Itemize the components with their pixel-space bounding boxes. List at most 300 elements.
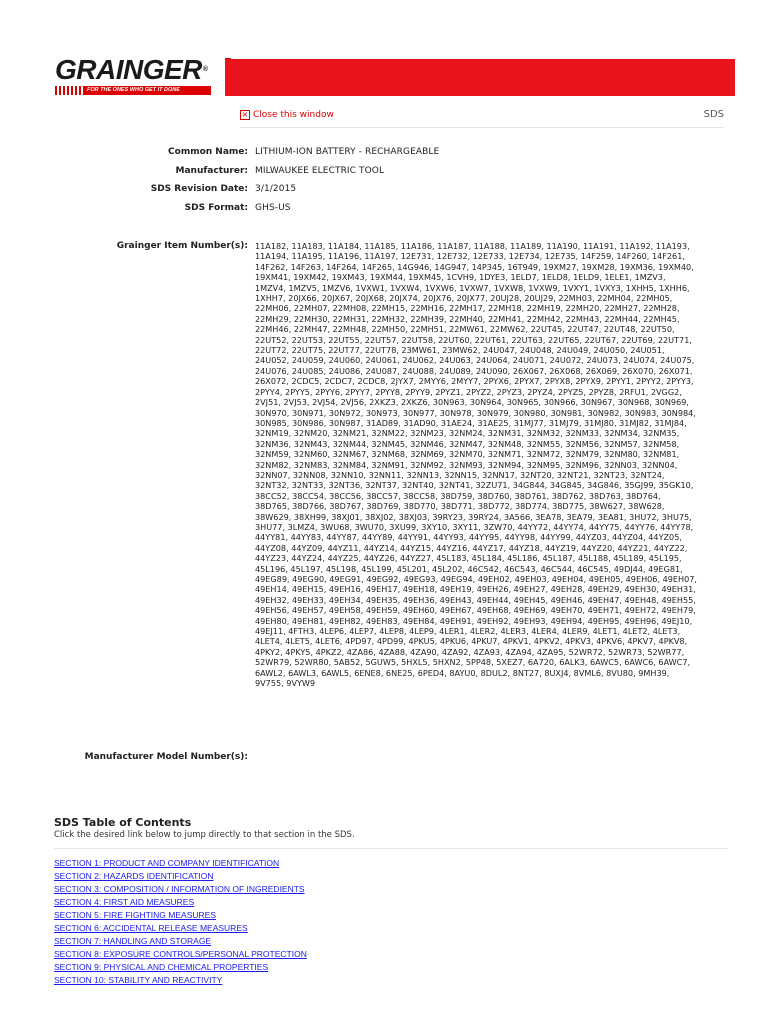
item-number: 11A187, (437, 241, 472, 251)
item-number: 19XM28, (581, 261, 618, 272)
item-number: 44YZ18, (508, 542, 543, 553)
item-number: 32NM22, (371, 428, 408, 439)
toc-divider (54, 848, 728, 849)
item-number: 22UT48, (603, 324, 638, 335)
item-number: 4LET5, (285, 636, 313, 647)
item-number: 4LET2, (622, 626, 651, 637)
item-number: 44YZ11, (327, 542, 362, 553)
item-number: 2RFU1, (619, 386, 649, 397)
grainger-logo[interactable] (55, 56, 225, 95)
item-number: 49EH34, (328, 594, 364, 605)
item-number: 11A194, (255, 251, 289, 262)
item-number: 44YZ23, (255, 553, 289, 564)
item-number: 9MH39, (638, 667, 670, 678)
item-number: 24U063, (439, 355, 474, 366)
item-number: 1VXW1, (355, 282, 388, 293)
item-number: 5XEZ7, (496, 657, 526, 668)
item-number: 32NN13, (406, 469, 442, 480)
item-number: 4LET3, (652, 626, 681, 637)
item-number: 22MW62, (489, 324, 529, 335)
item-number: 2PYZ4, (527, 386, 556, 397)
item-number: 2PYZ3, (496, 386, 525, 397)
item-number: 22MH50, (371, 324, 408, 335)
header-red-strip (225, 92, 735, 96)
item-number: 14P345, (471, 261, 505, 272)
item-number: 30N982, (587, 407, 622, 418)
item-number: 2PYZ5, (557, 386, 586, 397)
toc-link-section-8[interactable]: SECTION 8: EXPOSURE CONTROLS/PERSONAL PROTECTION (54, 949, 307, 959)
item-number: 22UT55, (328, 334, 363, 345)
item-number: 30N979, (476, 407, 512, 418)
item-number: 38D771, (440, 501, 476, 512)
item-number: 22MH19, (526, 303, 564, 314)
item-number: 52WR73, (607, 646, 645, 657)
item-number: 1XHH6, (658, 282, 690, 293)
item-number: 3EA78, (535, 511, 564, 522)
item-number: 11A193, (655, 241, 690, 251)
item-number: 32NM55, (526, 438, 563, 449)
toc-link-section-5[interactable]: SECTION 5: FIRE FIGHTING MEASURES (54, 910, 216, 920)
item-number: 49EH83, (365, 615, 401, 626)
item-number: 4ZA88, (378, 646, 408, 657)
item-number: 32NM58, (642, 438, 680, 449)
item-number: 8VU80, (606, 667, 636, 678)
toc-section-list (54, 857, 307, 987)
item-number: 4ZA90, (410, 646, 440, 657)
item-number: 32NN11, (368, 469, 404, 480)
item-number: 4PKV8, (658, 636, 688, 647)
item-number: 44YZ25, (327, 553, 362, 564)
item-number: 38CC54, (292, 490, 327, 501)
item-number: 49EH70, (550, 605, 585, 616)
item-number: 44YY75, (588, 521, 622, 532)
toc-item (54, 948, 307, 961)
item-number: 32NM84, (332, 459, 369, 470)
item-number: 32NM67, (332, 449, 369, 460)
item-number: 32NM34, (604, 428, 641, 439)
item-number: 22MW61, (449, 324, 488, 335)
item-number: 32NM71, (487, 449, 524, 460)
item-number: 4LEP8, (379, 626, 407, 637)
close-window-link[interactable]: Close this window (253, 110, 334, 120)
item-number: 32NM45, (371, 438, 408, 449)
item-number: 22MH30, (293, 313, 331, 324)
item-number: 32NN08, (292, 469, 329, 480)
item-number: 1MZV5, (288, 282, 320, 293)
item-number: 44YZ14, (363, 542, 398, 553)
toc-link-section-10[interactable]: SECTION 10: STABILITY AND REACTIVITY (54, 975, 223, 985)
item-number: 19XM40, (658, 261, 694, 272)
common-name-label: Common Name: (168, 147, 248, 157)
item-number: 49EG91, (329, 574, 364, 584)
item-number: 34G846, (587, 480, 622, 491)
item-number: 44YY89, (361, 532, 395, 543)
item-number: 31AD90, (403, 417, 439, 428)
item-number: 49EH68, (476, 605, 512, 616)
item-number: 22UT72, (255, 345, 290, 356)
logo-wordmark: GRAINGER (55, 54, 202, 85)
item-number: 31MJ82, (619, 417, 652, 428)
item-number: 20JX77, (456, 293, 488, 304)
item-number: 24U089, (439, 365, 474, 376)
item-number: 49EH33, (291, 594, 327, 605)
item-number: 44YZ20, (581, 542, 615, 553)
item-number: 12E731, (400, 251, 435, 262)
item-number: 3WU68, (320, 521, 353, 532)
item-number: 8UXJ4, (544, 667, 572, 678)
toc-item (54, 974, 307, 987)
item-number: 38D759, (440, 490, 475, 501)
item-number: 11A197, (364, 251, 399, 262)
item-number: 11A192, (619, 241, 654, 251)
item-number: 20JX67, (321, 293, 353, 304)
item-number: 32NM70, (448, 449, 486, 460)
item-number: 49EH93, (513, 615, 549, 626)
item-number: 3XY11, (452, 521, 481, 532)
item-number: 1VXW9, (528, 282, 561, 293)
item-number: 32NM91, (371, 459, 408, 470)
item-number: 12E735, (544, 251, 579, 262)
item-number: 32NM94, (487, 459, 524, 470)
close-window-row[interactable] (240, 110, 334, 121)
item-number: 1VXW6, (424, 282, 457, 293)
item-number: 49EJ11, (255, 626, 286, 637)
item-number: 38D765, (255, 501, 290, 512)
item-number: 2CDC8, (357, 376, 388, 387)
item-number: 39RY24, (468, 511, 502, 522)
item-number: 23MW61, (401, 345, 440, 356)
item-number: 44YZ16, (436, 542, 470, 553)
item-number: 4LET1, (592, 626, 621, 637)
item-number: 3LMZ4, (287, 521, 318, 532)
item-number: 49EH26, (476, 584, 512, 595)
item-number: 11A182, (255, 241, 289, 251)
item-number: 32NM20, (293, 428, 331, 439)
item-number: 49EH47, (587, 594, 622, 605)
manufacturer-label: Manufacturer: (175, 166, 248, 176)
item-number: 32NM95, (526, 459, 563, 470)
item-number: 31AE24, (440, 417, 475, 428)
model-numbers-label: Manufacturer Model Number(s): (84, 752, 248, 762)
item-number: 30N963, (432, 397, 468, 408)
item-number: 2VJ51, (255, 397, 281, 408)
item-number: 2PYY5, (285, 386, 313, 397)
item-number: 14G946, (397, 261, 432, 272)
item-number: 22UT57, (364, 334, 399, 345)
item-number: 38XH99, (293, 511, 329, 522)
item-number: 49EH06, (625, 574, 661, 584)
item-number: 8VML6, (573, 667, 604, 678)
item-number: 26X067, (512, 365, 547, 376)
item-number: 38D766, (292, 501, 327, 512)
item-number: 1VXW7, (459, 282, 492, 293)
item-number: 49EH18, (402, 584, 438, 595)
item-number: 22MH48, (332, 324, 369, 335)
item-number: 1VXW4, (390, 282, 423, 293)
item-number: 38D764, (626, 490, 661, 501)
item-number: 24U085, (291, 365, 327, 376)
item-number: 32NM19, (255, 428, 292, 439)
item-number: 32NM48, (487, 438, 524, 449)
item-number: 22MH40, (449, 313, 486, 324)
item-number: 24U075, (660, 355, 695, 366)
toc-link-section-3[interactable]: SECTION 3: COMPOSITION / INFORMATION OF INGREDIENTS (54, 884, 305, 894)
item-number: 22MH03, (558, 293, 595, 304)
item-number: 1VXW8, (493, 282, 526, 293)
item-number: 2VJ54, (312, 397, 339, 408)
item-number: 24U088, (402, 365, 437, 376)
item-number: 22MH28, (643, 303, 680, 314)
item-number: 4PKZ2, (315, 646, 345, 657)
item-number: 38D775, (552, 501, 587, 512)
item-number: 14F260, (616, 251, 650, 262)
item-number: 24U073, (586, 355, 621, 366)
item-number: 30N971, (291, 407, 327, 418)
item-number: 44YZ26, (363, 553, 398, 564)
logo-stripes (55, 86, 81, 95)
item-number: 32NT24, (630, 469, 665, 480)
toc-item (54, 922, 307, 935)
item-number: 24U071, (512, 355, 548, 366)
item-number: 26X071, (658, 365, 693, 376)
toc-link-section-4[interactable]: SECTION 4: FIRST AID MEASURES (54, 897, 195, 907)
item-number: 1ELD7, (510, 272, 540, 283)
item-number: 24U048, (519, 345, 555, 356)
item-number: 24U059, (291, 355, 327, 366)
item-number: 4PKU6, (439, 636, 469, 647)
item-number: 32NT20, (520, 469, 555, 480)
item-number: 11A186, (400, 241, 435, 251)
item-number: 1VXY3, (594, 282, 624, 293)
item-number: 45L197, (290, 563, 324, 574)
item-number: 38D770, (403, 501, 439, 512)
revision-date-value: 3/1/2015 (255, 184, 297, 194)
item-number: 44YZ21, (617, 542, 652, 553)
revision-date-label: SDS Revision Date: (150, 184, 248, 194)
item-number: 32NM80, (604, 449, 641, 460)
common-name-value: LITHIUM-ION BATTERY - RECHARGEABLE (255, 147, 440, 157)
item-number: 6PED4, (417, 667, 447, 678)
item-number: 1MZV3, (634, 272, 666, 283)
item-number: 44YY81, (255, 532, 289, 543)
item-number: 44YZ03, (575, 532, 610, 543)
toc-item (54, 857, 307, 870)
item-number: 6AWL2, (255, 667, 286, 678)
item-number: 44YY93, (433, 532, 467, 543)
item-number: 24U074, (623, 355, 658, 366)
item-number: 44YZ04, (612, 532, 646, 543)
item-number: 49EH45, (513, 594, 549, 605)
toc-title: SDS Table of Contents (54, 816, 192, 829)
item-number: 11A189, (510, 241, 544, 251)
item-number: 22UT78, (364, 345, 399, 356)
item-number: 11A183, (291, 241, 326, 251)
item-number: 44YY78, (660, 521, 694, 532)
item-number: 49EH48, (624, 594, 659, 605)
item-number: 30N973, (365, 407, 401, 418)
item-number: 44YY98, (504, 532, 538, 543)
item-number: 35GK10, (658, 480, 694, 491)
item-number: 4LER4, (531, 626, 560, 637)
item-number: 49EH28, (550, 584, 585, 595)
logo-tagline: FOR THE ONES WHO GET IT DONE (83, 86, 211, 95)
item-number: 32NM33, (565, 428, 602, 439)
item-number: 19XM44, (369, 272, 406, 283)
item-number: 2PYX8, (544, 376, 573, 387)
item-number: 6AWC5, (590, 657, 622, 668)
item-number: 49EG92, (366, 574, 401, 584)
item-number: 32NM93, (448, 459, 486, 470)
item-number: 45L198, (325, 563, 359, 574)
toc-item (54, 935, 307, 948)
item-number: 22MH17, (449, 303, 486, 314)
item-number: 2VGG2, (650, 386, 682, 397)
item-number: 24U050, (593, 345, 628, 356)
item-number: 44YY87, (326, 532, 360, 543)
item-number: 11A196, (327, 251, 362, 262)
item-number: 32NM79, (565, 449, 602, 460)
item-number: 49EH67, (439, 605, 475, 616)
toc-link-section-9[interactable]: SECTION 9: PHYSICAL AND CHEMICAL PROPERTIES (54, 962, 269, 972)
item-number: 44YY95, (468, 532, 502, 543)
item-number: 49EH71, (587, 605, 622, 616)
item-number: 32NM36, (255, 438, 292, 449)
item-number: 3HU77, (255, 521, 286, 532)
item-number: 44YY91, (397, 532, 431, 543)
item-number: 19XM43, (331, 272, 368, 283)
item-number: 32NM44, (332, 438, 369, 449)
item-number: 11A185, (364, 241, 399, 251)
item-number: 22MH32, (371, 313, 408, 324)
item-number: 6ALK3, (559, 657, 588, 668)
registered-mark: ® (202, 66, 208, 73)
item-number: 20JX68, (355, 293, 387, 304)
item-number: 45L189, (613, 553, 647, 564)
item-number: 14F264, (326, 261, 360, 272)
item-number: 22UT67, (584, 334, 619, 345)
toc-link-section-7[interactable]: SECTION 7: HANDLING AND STORAGE (54, 936, 212, 946)
item-number: 45L184, (471, 553, 505, 564)
item-number: 1XHH7, (255, 293, 286, 304)
item-number: 49EH29, (587, 584, 622, 595)
item-number: 4LET4, (255, 636, 283, 647)
item-number: 32NT21, (556, 469, 591, 480)
item-number: 5HXN2, (432, 657, 464, 668)
item-number: 32NM96, (565, 459, 602, 470)
item-number: 4PKY5, (285, 646, 314, 657)
item-number: 2MYY6, (418, 376, 449, 387)
item-number: 20JX66, (288, 293, 320, 304)
item-number: 30N969, (654, 397, 689, 408)
item-number: 4PKV3, (564, 636, 594, 647)
item-number: 3XU99, (389, 521, 419, 532)
item-number: 1MZV4, (255, 282, 286, 293)
item-number: 22MH08, (332, 303, 369, 314)
item-number: 1MZV6, (322, 282, 353, 293)
item-number: 4PKY2, (255, 646, 283, 657)
item-number: 2PYY3, (666, 376, 694, 387)
item-number: 22MH47, (293, 324, 331, 335)
item-number: 3ZW70, (483, 521, 516, 532)
item-number: 46C545, (577, 563, 612, 574)
item-number: 52WR72, (568, 646, 606, 657)
item-number: 22MH29, (255, 313, 292, 324)
page-header (0, 0, 768, 104)
item-number: 38D763, (588, 490, 624, 501)
item-number: 8AYU0, (449, 667, 479, 678)
item-number: 45L187, (542, 553, 576, 564)
item-number: 49EH27, (513, 584, 549, 595)
item-number: 38D767, (329, 501, 364, 512)
item-number: 26X072, (255, 376, 289, 387)
item-number: 22MH16, (410, 303, 447, 314)
item-number: 22UT77, (328, 345, 363, 356)
item-number: 24U090, (475, 365, 511, 376)
item-number: 22UT63, (511, 334, 546, 345)
item-number: 24U072, (549, 355, 584, 366)
item-number: 6AWC6, (624, 657, 656, 668)
item-number: 46C544, (540, 563, 575, 574)
item-number: 2PYY1, (606, 376, 634, 387)
item-number: 4PD99, (376, 636, 406, 647)
item-number: 34G844, (512, 480, 548, 491)
item-number: 2PYY4, (255, 386, 283, 397)
toc-link-section-2[interactable]: SECTION 2: HAZARDS IDENTIFICATION (54, 871, 214, 881)
item-number: 38D762, (551, 490, 587, 501)
item-number: 22UT69, (621, 334, 656, 345)
item-number: 2XKZ3, (369, 397, 399, 408)
item-number: 49EH36, (402, 594, 438, 605)
item-number: 4ZA86, (346, 646, 376, 657)
item-number: 14F259, (580, 251, 614, 262)
toc-link-section-6[interactable]: SECTION 6: ACCIDENTAL RELEASE MEASURES (54, 923, 248, 933)
item-number: 22MH41, (487, 313, 525, 324)
item-number: 49EH91, (439, 615, 475, 626)
item-number: 19XM36, (619, 261, 656, 272)
item-number: 4PD97, (345, 636, 375, 647)
item-number: 2PYY2, (636, 376, 664, 387)
toc-link-section-1[interactable]: SECTION 1: PRODUCT AND COMPANY IDENTIFICATION (54, 858, 280, 868)
item-number: 32NM69, (410, 449, 447, 460)
item-number: 4LER3, (500, 626, 529, 637)
item-number: 31MJ79, (548, 417, 582, 428)
item-number: 5PP48, (465, 657, 494, 668)
item-number: 32NM60, (293, 449, 331, 460)
close-icon[interactable]: × (241, 110, 249, 119)
item-number: 38CC52, (255, 490, 290, 501)
item-number: 52WR80, (294, 657, 332, 668)
item-number: 49EG81, (648, 563, 683, 574)
sds-format-label: SDS Format: (184, 203, 248, 213)
item-number: 31MJ77, (513, 417, 547, 428)
item-number: 4LER9, (561, 626, 591, 637)
item-number: 30N985, (255, 417, 290, 428)
item-number: 38D760, (477, 490, 513, 501)
item-number: 2VJ56, (340, 397, 367, 408)
item-number: 49EG94, (440, 574, 476, 584)
item-number: 32NM43, (293, 438, 331, 449)
item-number: 24U060, (328, 355, 363, 366)
item-number: 2JYX7, (390, 376, 417, 387)
item-number: 49EH14, (255, 584, 290, 595)
item-number: 20JX74, (389, 293, 421, 304)
item-number: 32NM68, (371, 449, 408, 460)
item-number: 6NE25, (385, 667, 416, 678)
item-number: 26X070, (622, 365, 657, 376)
item-number: 49EG93, (403, 574, 439, 584)
item-number: 45L196, (255, 563, 288, 574)
item-number: 20UJ29, (524, 293, 556, 304)
